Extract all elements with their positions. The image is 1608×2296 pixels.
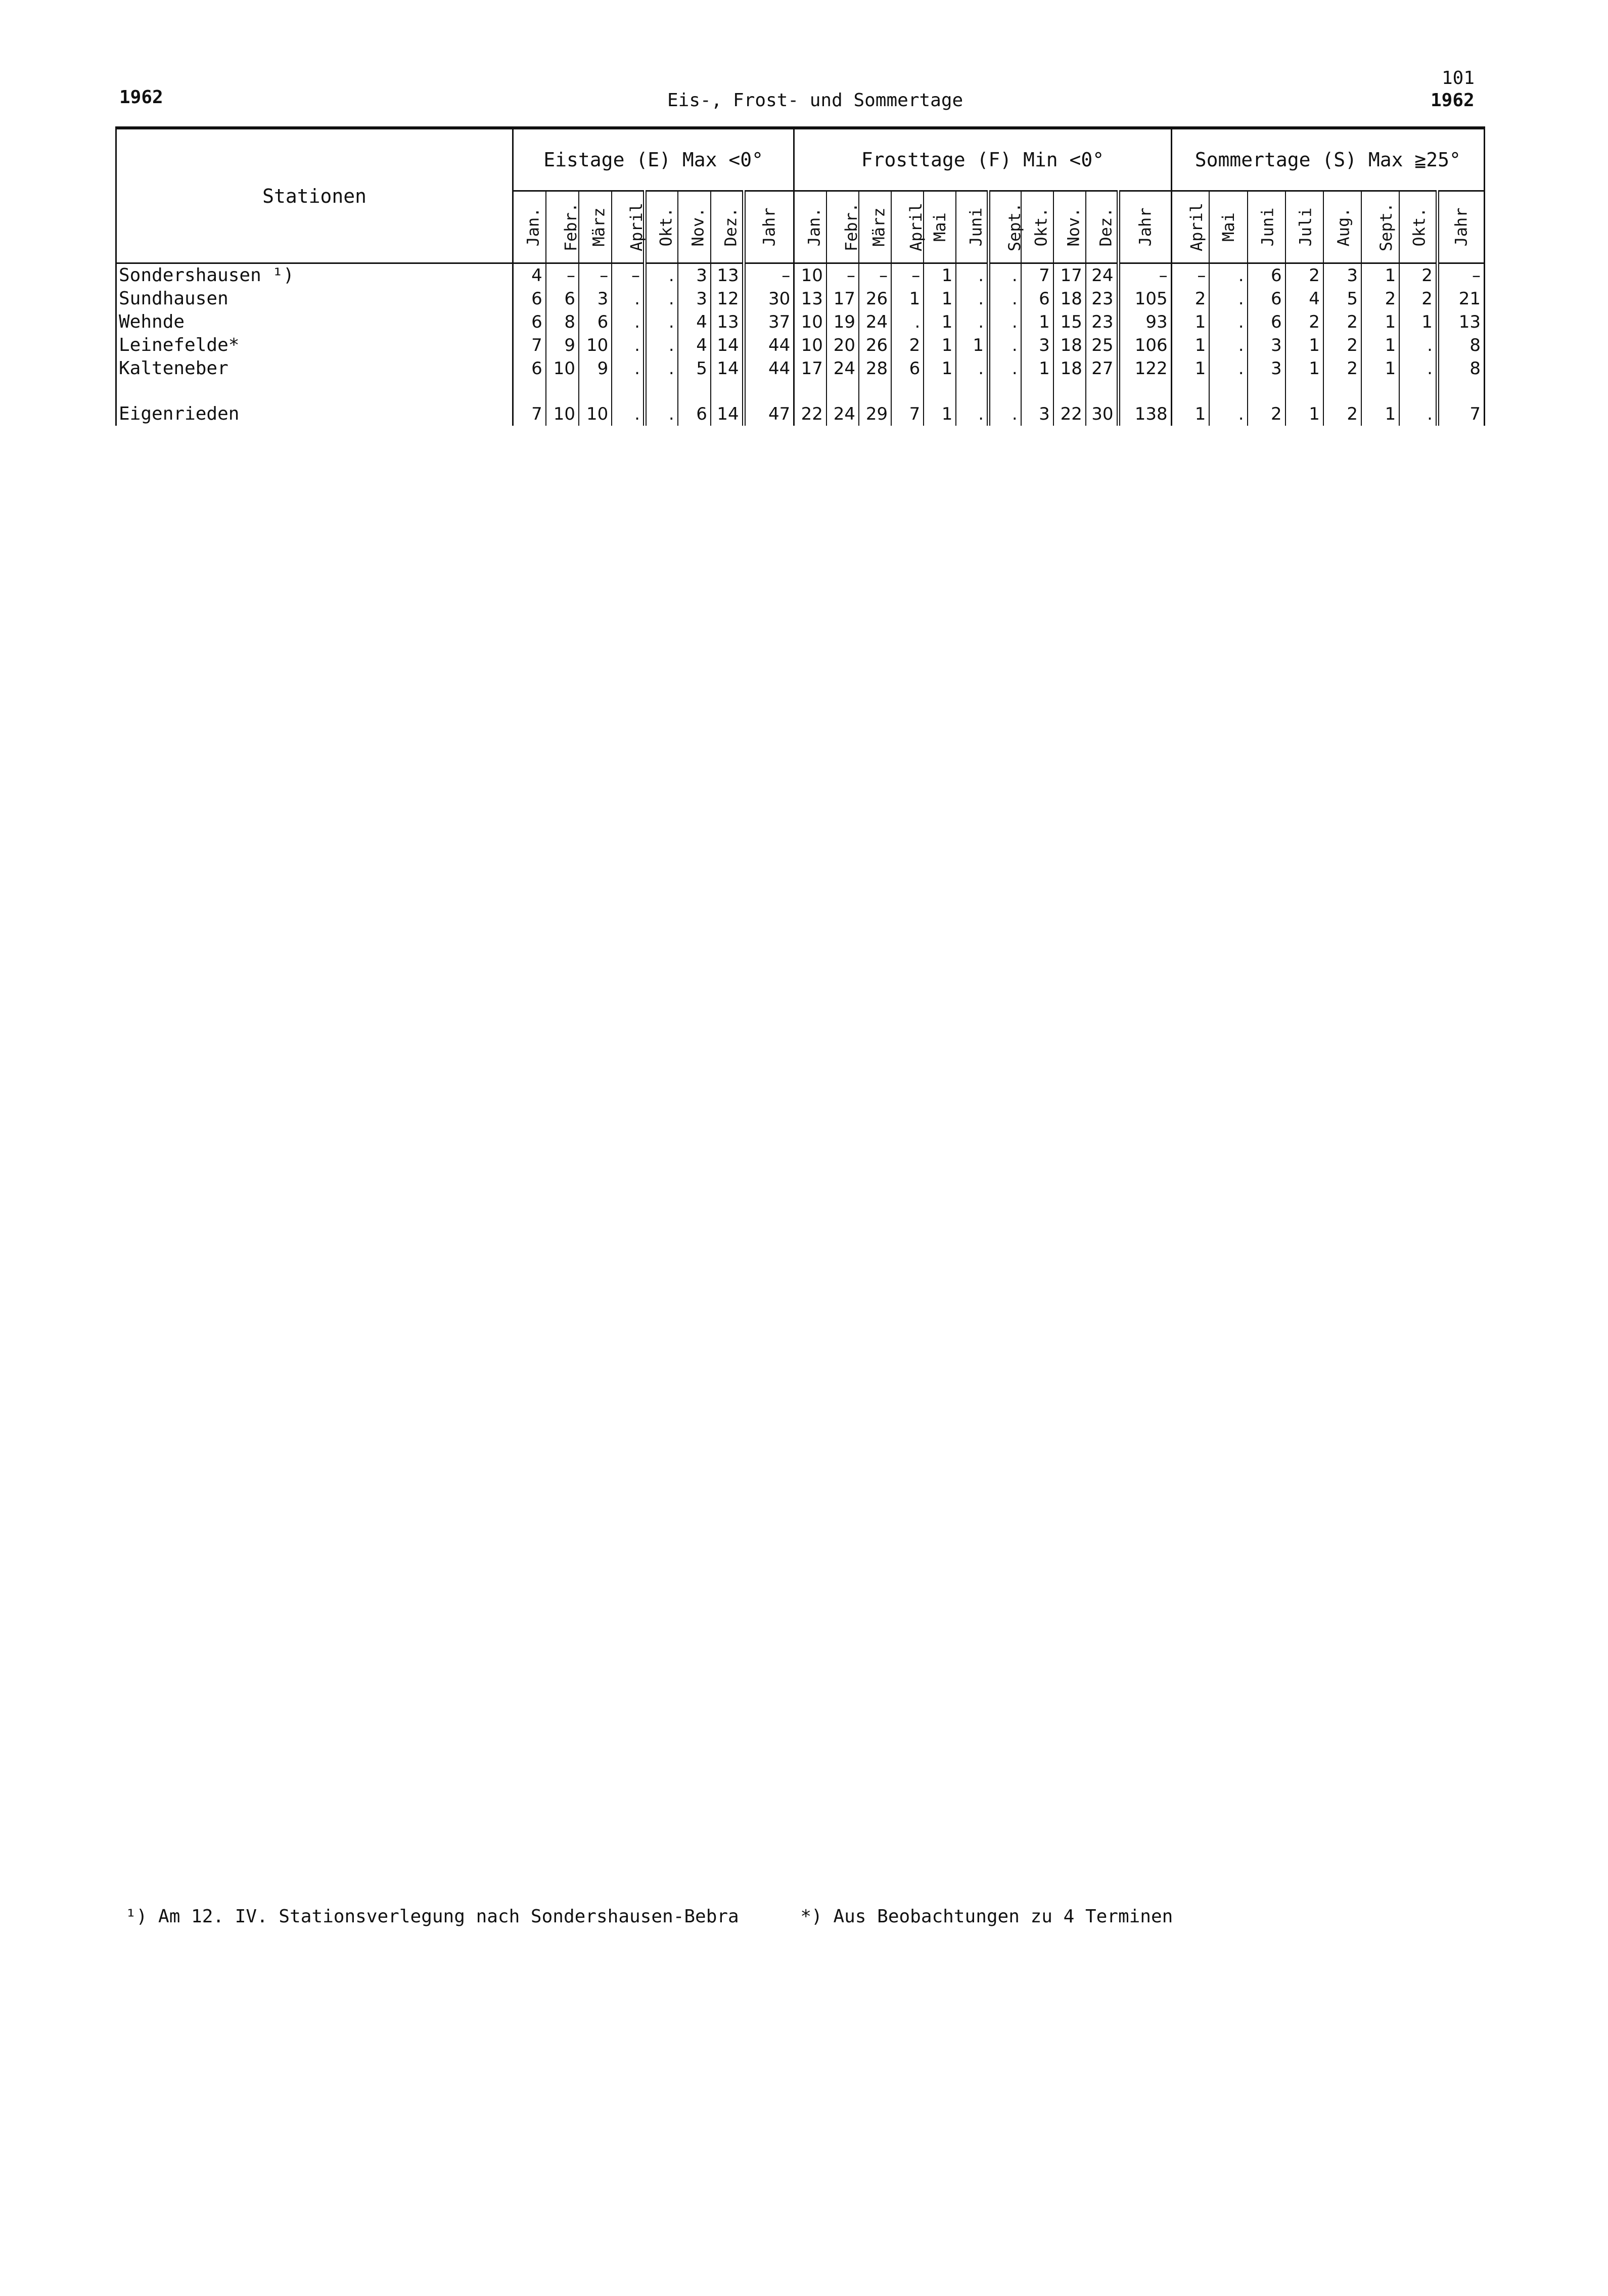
table-cell: . — [1209, 402, 1247, 426]
table-cell: 2 — [1248, 402, 1285, 426]
page-title: Eis-, Frost- und Sommertage — [667, 90, 963, 111]
month-header: Juni — [956, 191, 988, 263]
footnote-1: ¹) Am 12. IV. Stationsverlegung nach Sondershausen-Bebra — [125, 1906, 739, 1927]
table-cell: 6 — [513, 287, 546, 310]
table-cell: 1 — [1021, 357, 1053, 380]
table-cell: 1 — [1021, 310, 1053, 334]
table-cell: 2 — [1399, 287, 1437, 310]
table-cell — [513, 380, 546, 402]
table-cell — [1086, 380, 1118, 402]
table-cell: 12 — [711, 287, 744, 310]
table-cell: 5 — [678, 357, 711, 380]
table-cell: 24 — [1086, 263, 1118, 288]
station-name: Sundhausen — [116, 287, 513, 310]
table-cell: 1 — [1361, 402, 1399, 426]
month-header: Sept. — [1361, 191, 1399, 263]
table-cell: 10 — [794, 263, 826, 288]
table-cell: . — [956, 310, 988, 334]
table-cell: 6 — [513, 310, 546, 334]
table-cell — [546, 380, 579, 402]
month-header: Okt. — [645, 191, 677, 263]
table-cell — [678, 380, 711, 402]
table-cell: – — [1118, 263, 1171, 288]
table-cell: 6 — [1248, 263, 1285, 288]
table-cell: . — [612, 357, 645, 380]
table-cell: 26 — [859, 287, 891, 310]
month-header: Jan. — [513, 191, 546, 263]
table-cell: 4 — [1285, 287, 1323, 310]
table-cell: . — [1209, 334, 1247, 357]
table-cell: . — [956, 402, 988, 426]
table-cell: 6 — [1248, 310, 1285, 334]
table-cell: . — [645, 310, 677, 334]
table-cell: 5 — [1323, 287, 1361, 310]
table-cell — [1323, 380, 1361, 402]
table-cell: 138 — [1118, 402, 1171, 426]
table-cell: 6 — [579, 310, 612, 334]
table-cell: . — [1209, 287, 1247, 310]
table-cell: . — [1399, 334, 1437, 357]
table-cell: 6 — [1021, 287, 1053, 310]
table-cell: 13 — [711, 263, 744, 288]
table-cell: 1 — [924, 263, 956, 288]
month-header: März — [859, 191, 891, 263]
month-header: Juni — [1248, 191, 1285, 263]
table-cell: 44 — [744, 334, 794, 357]
year-header: Jahr — [744, 191, 794, 263]
sommertage-group-header: Sommertage (S) Max ≧25° — [1171, 128, 1484, 191]
table-cell: 13 — [711, 310, 744, 334]
table-cell — [1053, 380, 1086, 402]
table-cell: 1 — [1285, 402, 1323, 426]
month-header: Aug. — [1323, 191, 1361, 263]
month-header: März — [579, 191, 612, 263]
table-cell — [645, 380, 677, 402]
table-cell: 6 — [513, 357, 546, 380]
table-cell: 37 — [744, 310, 794, 334]
table-cell: 13 — [1437, 310, 1484, 334]
month-header: Dez. — [1086, 191, 1118, 263]
table-cell — [1399, 380, 1437, 402]
table-cell: 10 — [794, 334, 826, 357]
data-table — [115, 126, 1485, 426]
station-name: Wehnde — [116, 310, 513, 334]
table-cell: 8 — [546, 310, 579, 334]
station-cell — [116, 380, 513, 402]
table-cell: 29 — [859, 402, 891, 426]
month-header: April — [1171, 191, 1209, 263]
table-cell: . — [956, 357, 988, 380]
table-cell: . — [989, 334, 1021, 357]
year-header: Jahr — [1118, 191, 1171, 263]
month-header: Okt. — [1021, 191, 1053, 263]
table-cell: 18 — [1053, 287, 1086, 310]
table-cell: . — [645, 402, 677, 426]
table-cell: 6 — [678, 402, 711, 426]
table-cell: 2 — [1323, 310, 1361, 334]
table-cell: . — [1209, 357, 1247, 380]
table-cell: 1 — [1171, 357, 1209, 380]
table-cell: 17 — [1053, 263, 1086, 288]
table-cell: 10 — [579, 334, 612, 357]
year-left: 1962 — [119, 87, 163, 108]
table-cell: 3 — [1323, 263, 1361, 288]
month-header: Mai — [1209, 191, 1247, 263]
table-cell: 10 — [546, 402, 579, 426]
table-cell: 24 — [826, 402, 859, 426]
table-cell: 7 — [513, 334, 546, 357]
table-cell: 3 — [579, 287, 612, 310]
table-cell: 30 — [744, 287, 794, 310]
table-cell: 14 — [711, 357, 744, 380]
table-cell: 23 — [1086, 310, 1118, 334]
table-cell: 1 — [1171, 334, 1209, 357]
table-cell: . — [989, 402, 1021, 426]
stations-header: Stationen — [116, 128, 513, 263]
table-cell: 24 — [826, 357, 859, 380]
table-cell: 6 — [891, 357, 924, 380]
table-cell: 3 — [678, 263, 711, 288]
table-cell: 19 — [826, 310, 859, 334]
table-cell: 17 — [794, 357, 826, 380]
table-cell: 3 — [1248, 357, 1285, 380]
data-table-container — [115, 126, 1485, 426]
table-cell: . — [1399, 402, 1437, 426]
table-cell: . — [612, 287, 645, 310]
month-header: Nov. — [1053, 191, 1086, 263]
table-cell — [891, 380, 924, 402]
table-cell: 24 — [859, 310, 891, 334]
table-cell — [794, 380, 826, 402]
month-header: Jan. — [794, 191, 826, 263]
table-cell: . — [1399, 357, 1437, 380]
table-cell: . — [645, 263, 677, 288]
table-cell: 47 — [744, 402, 794, 426]
month-header: Sept. — [989, 191, 1021, 263]
table-cell: 27 — [1086, 357, 1118, 380]
table-cell: 1 — [1361, 334, 1399, 357]
table-cell: 14 — [711, 402, 744, 426]
table-cell: 93 — [1118, 310, 1171, 334]
table-cell: . — [645, 334, 677, 357]
table-cell: 10 — [794, 310, 826, 334]
month-header: Dez. — [711, 191, 744, 263]
table-cell: . — [956, 263, 988, 288]
table-cell: 26 — [859, 334, 891, 357]
table-cell: 2 — [1399, 263, 1437, 288]
month-header: Febr. — [546, 191, 579, 263]
table-cell: 105 — [1118, 287, 1171, 310]
table-cell: . — [1209, 310, 1247, 334]
table-cell — [1118, 380, 1171, 402]
month-header: April — [612, 191, 645, 263]
table-cell: – — [891, 263, 924, 288]
station-name: Leinefelde* — [116, 334, 513, 357]
table-cell: 9 — [546, 334, 579, 357]
table-cell: 28 — [859, 357, 891, 380]
table-cell: 1 — [924, 402, 956, 426]
table-cell: 2 — [1285, 263, 1323, 288]
table-cell: 10 — [579, 402, 612, 426]
table-cell: 22 — [794, 402, 826, 426]
table-cell: 1 — [956, 334, 988, 357]
table-cell: – — [826, 263, 859, 288]
table-cell: 2 — [1171, 287, 1209, 310]
table-cell: 18 — [1053, 357, 1086, 380]
table-cell — [744, 380, 794, 402]
table-cell: 7 — [1021, 263, 1053, 288]
table-cell: 1 — [924, 357, 956, 380]
table-cell: 2 — [1323, 402, 1361, 426]
table-cell: 2 — [1285, 310, 1323, 334]
table-cell: . — [989, 263, 1021, 288]
table-cell: 10 — [546, 357, 579, 380]
table-cell: . — [612, 334, 645, 357]
month-header: Juli — [1285, 191, 1323, 263]
table-cell: 2 — [1361, 287, 1399, 310]
table-cell: 20 — [826, 334, 859, 357]
table-cell: – — [1171, 263, 1209, 288]
table-cell — [826, 380, 859, 402]
page-number: 101 — [1442, 68, 1475, 88]
table-cell — [1248, 380, 1285, 402]
table-cell: 14 — [711, 334, 744, 357]
year-header: Jahr — [1437, 191, 1484, 263]
table-cell: 2 — [1323, 357, 1361, 380]
table-cell: 21 — [1437, 287, 1484, 310]
table-cell: 3 — [678, 287, 711, 310]
table-row — [116, 287, 1485, 310]
table-cell: 2 — [1323, 334, 1361, 357]
table-cell — [1171, 380, 1209, 402]
footnotes — [125, 1906, 1173, 1927]
table-cell: – — [612, 263, 645, 288]
table-cell: . — [645, 357, 677, 380]
month-header: Febr. — [826, 191, 859, 263]
table-cell: 1 — [891, 287, 924, 310]
table-cell: 3 — [1248, 334, 1285, 357]
table-cell: 3 — [1021, 334, 1053, 357]
table-cell: 25 — [1086, 334, 1118, 357]
table-cell — [924, 380, 956, 402]
table-cell: . — [1209, 263, 1247, 288]
footnote-2: *) Aus Beobachtungen zu 4 Terminen — [800, 1906, 1173, 1927]
table-cell — [711, 380, 744, 402]
table-cell: 6 — [546, 287, 579, 310]
table-cell: . — [989, 310, 1021, 334]
table-cell: 44 — [744, 357, 794, 380]
table-cell — [1285, 380, 1323, 402]
table-cell: 3 — [1021, 402, 1053, 426]
table-cell: 13 — [794, 287, 826, 310]
table-cell: 1 — [1171, 402, 1209, 426]
table-cell: 1 — [1399, 310, 1437, 334]
table-cell: 22 — [1053, 402, 1086, 426]
table-cell: 2 — [891, 334, 924, 357]
table-cell: . — [956, 287, 988, 310]
table-cell: 1 — [1361, 263, 1399, 288]
station-name: Kalteneber — [116, 357, 513, 380]
table-cell: . — [645, 287, 677, 310]
table-cell: 17 — [826, 287, 859, 310]
table-cell: 7 — [513, 402, 546, 426]
table-row — [116, 357, 1485, 380]
table-row — [116, 263, 1485, 288]
table-cell: 23 — [1086, 287, 1118, 310]
table-row — [116, 334, 1485, 357]
table-cell: 1 — [1285, 357, 1323, 380]
month-header: Okt. — [1399, 191, 1437, 263]
table-cell: 8 — [1437, 334, 1484, 357]
month-header: Mai — [924, 191, 956, 263]
table-row — [116, 402, 1485, 426]
table-cell: 7 — [1437, 402, 1484, 426]
table-cell: 9 — [579, 357, 612, 380]
table-cell — [989, 380, 1021, 402]
table-cell: – — [744, 263, 794, 288]
table-cell: . — [989, 357, 1021, 380]
table-cell: 1 — [1285, 334, 1323, 357]
table-cell: . — [891, 310, 924, 334]
month-header: Nov. — [678, 191, 711, 263]
frosttage-group-header: Frosttage (F) Min <0° — [794, 128, 1171, 191]
table-cell — [1209, 380, 1247, 402]
table-cell: 30 — [1086, 402, 1118, 426]
table-cell: . — [612, 310, 645, 334]
table-cell: 7 — [891, 402, 924, 426]
table-cell: – — [546, 263, 579, 288]
table-cell: 4 — [513, 263, 546, 288]
table-cell: 6 — [1248, 287, 1285, 310]
table-body — [116, 263, 1485, 426]
month-header: April — [891, 191, 924, 263]
station-name: Eigenrieden — [116, 402, 513, 426]
table-cell — [1021, 380, 1053, 402]
table-cell: – — [579, 263, 612, 288]
eistage-group-header: Eistage (E) Max <0° — [513, 128, 794, 191]
table-cell: 4 — [678, 334, 711, 357]
table-cell: 1 — [924, 287, 956, 310]
table-cell: 1 — [1361, 357, 1399, 380]
group-header-row — [116, 128, 1485, 191]
table-cell: – — [1437, 263, 1484, 288]
table-cell: . — [612, 402, 645, 426]
table-cell: 18 — [1053, 334, 1086, 357]
table-row — [116, 310, 1485, 334]
table-cell — [956, 380, 988, 402]
table-cell — [612, 380, 645, 402]
station-name: Sondershausen ¹) — [116, 263, 513, 288]
spacer-row — [116, 380, 1485, 402]
table-cell: 15 — [1053, 310, 1086, 334]
table-cell — [1361, 380, 1399, 402]
table-cell: . — [989, 287, 1021, 310]
table-cell: 8 — [1437, 357, 1484, 380]
table-cell: 1 — [924, 310, 956, 334]
table-cell: 1 — [924, 334, 956, 357]
table-cell: – — [859, 263, 891, 288]
table-cell: 122 — [1118, 357, 1171, 380]
table-cell — [1437, 380, 1484, 402]
table-cell — [859, 380, 891, 402]
table-cell: 1 — [1361, 310, 1399, 334]
table-cell: 4 — [678, 310, 711, 334]
table-cell: 1 — [1171, 310, 1209, 334]
table-cell: 106 — [1118, 334, 1171, 357]
year-right: 1962 — [1431, 90, 1475, 111]
table-cell — [579, 380, 612, 402]
